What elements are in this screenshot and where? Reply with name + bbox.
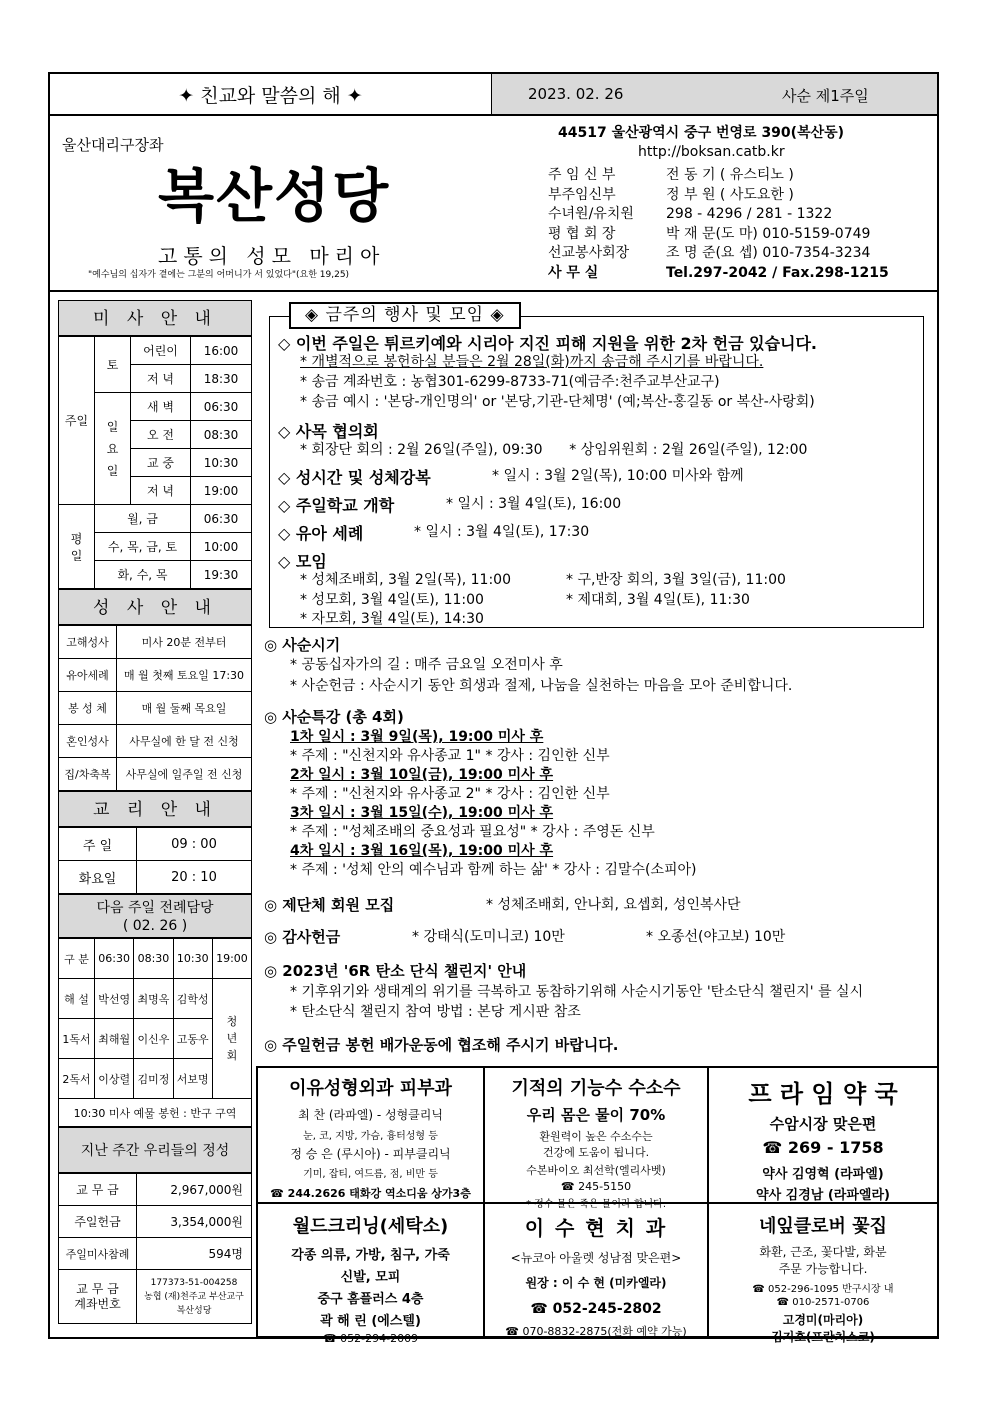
- contact-role: 수녀원/유치원: [548, 206, 634, 223]
- liturgical-week: 사순 제1주일: [782, 87, 869, 105]
- recruit-detail: * 성체조배회, 안나회, 요셉회, 성인복사단: [486, 897, 741, 913]
- ad-water: [485, 1068, 709, 1210]
- contact-value: 박 재 문(도 마) 010-5159-0749: [666, 225, 871, 242]
- lent-detail: * 공동십자가의 길 : 매주 금요일 오전미사 후: [290, 657, 563, 673]
- sacrament-name: 고해성사: [59, 626, 117, 659]
- thanks-detail: * 강태식(도미니코) 10만: [412, 929, 565, 945]
- mass-time: 10:00: [191, 533, 252, 561]
- ad-line: 건강에 도움이 됩니다.: [542, 1146, 650, 1159]
- event-detail: * 제대회, 3월 4일(토), 11:30: [566, 592, 750, 608]
- sacrament-value: 미사 20분 전부터: [117, 626, 252, 659]
- header: [50, 116, 937, 292]
- ad-title: 이유성형외과 피부과: [289, 1078, 452, 1099]
- mass-time: 06:30: [191, 505, 252, 533]
- mass-name: 어린이: [131, 337, 191, 365]
- account-label: 교 무 금 계좌번호: [59, 1270, 137, 1324]
- liturgy-header: 10:30: [173, 939, 212, 979]
- carbon-detail: * 기후위기와 생태계의 위기를 극복하고 동참하기위해 사순시기동안 '탄소단식 챌린지' 를 실시: [290, 984, 864, 1000]
- ad-line: 화환, 근조, 꽃다발, 화분: [759, 1245, 887, 1259]
- mass-name: 교 중: [131, 449, 191, 477]
- catechism-day: 화요일: [59, 861, 137, 894]
- account-number: 177373-51-004258 농협 (재)천주교 부산교구 복산성당: [137, 1270, 252, 1324]
- mass-name: 저 녁: [131, 365, 191, 393]
- sacrament-name: 혼인성사: [59, 725, 117, 758]
- contact-role: 평 협 회 장: [548, 225, 616, 242]
- sacrament-value: 매 월 첫째 토요일 17:30: [117, 659, 252, 692]
- liturgy-title-box: [58, 894, 252, 938]
- ad-line: 중구 홈플러스 4층: [317, 1292, 424, 1307]
- recruit-title: ◎ 제단체 회원 모집: [264, 896, 395, 914]
- contact-row: [548, 264, 889, 284]
- contact-value: 전 동 기 ( 유스티노 ): [666, 167, 794, 183]
- ad-clinic: [258, 1068, 485, 1204]
- ad-line: 고경미(마리아): [782, 1313, 864, 1327]
- event-headline: ◇ 성시간 및 성체강복: [278, 468, 431, 487]
- lecture-topic: * 주제 : "신천지와 유사종교 1" * 강사 : 김인한 신부: [290, 748, 610, 764]
- liturgy-cell: 고동우: [173, 1019, 212, 1059]
- event-headline: ◇ 사목 협의회: [278, 422, 379, 441]
- liturgy-cell: 김학성: [173, 979, 212, 1019]
- mass-time: 16:00: [191, 337, 252, 365]
- lecture-topic: * 주제 : '성체 안의 예수님과 함께 하는 삶' * 강사 : 김말수(소피아): [290, 862, 697, 878]
- contact-value: 정 부 원 ( 사도요한 ): [666, 186, 794, 203]
- contact-role: 주 임 신 부: [548, 167, 616, 183]
- sun-label: [95, 393, 131, 505]
- event-detail: * 일시 : 3월 4일(토), 16:00: [446, 496, 622, 512]
- event-detail: * 회장단 회의 : 2월 26일(주일), 09:30 * 상임위원회 : 2월 26일(주일), 12:00: [300, 442, 808, 458]
- ad-pharmacy: [709, 1068, 939, 1204]
- ad-line: 곽 해 린 (에스텔): [320, 1314, 421, 1329]
- offering-name: 주일헌금: [59, 1206, 137, 1238]
- ad-line: 김지호(프란치스코): [771, 1330, 875, 1344]
- event-detail: * 성모회, 3월 4일(토), 11:00: [300, 592, 484, 608]
- lecture-title: ◎ 사순특강 (총 4회): [264, 708, 404, 726]
- event-detail: * 송금 계좌번호 : 농협301-6299-8733-71(예금주:천주교부산교구): [300, 374, 720, 390]
- ad-title: 프 라 임 약 국: [748, 1080, 898, 1108]
- date-bar: [492, 74, 937, 114]
- contact-row: [548, 205, 889, 225]
- sacrament-title: 성 사 안 내: [58, 589, 252, 625]
- year-motto: ✦ 친교와 말씀의 해 ✦: [50, 74, 492, 114]
- sacrament-name: 봉 성 체: [59, 692, 117, 725]
- address: 44517 울산광역시 중구 번영로 390(복산동): [558, 125, 845, 141]
- sacrament-name: 집/차축복: [59, 758, 117, 791]
- mass-name: 새 벽: [131, 393, 191, 421]
- ad-cleaning: [258, 1204, 485, 1345]
- envelope-campaign: ◎ 주일헌금 봉헌 배가운동에 협조해 주시기 바랍니다.: [264, 1036, 619, 1054]
- liturgy-role: 2독서: [59, 1059, 95, 1099]
- contact-row: [548, 166, 889, 186]
- offering-title: 지난 주간 우리들의 정성: [58, 1127, 252, 1173]
- weekday-label-text: 평일: [70, 531, 83, 563]
- carbon-title: ◎ 2023년 '6R 탄소 단식 챌린지' 안내: [264, 962, 527, 980]
- offering-value: 2,967,000원: [137, 1174, 252, 1206]
- lecture-session: 4차 일시 : 3월 16일(목), 19:00 미사 후: [290, 843, 554, 859]
- thanks-detail: * 오종선(야고보) 10만: [646, 929, 786, 945]
- liturgy-header: 06:30: [95, 939, 134, 979]
- lecture-session: 2차 일시 : 3월 10일(금), 19:00 미사 후: [290, 767, 554, 783]
- sacrament-name: 유아세례: [59, 659, 117, 692]
- catechism-day: 주 일: [59, 828, 137, 861]
- ad-title: 월드크리닝(세탁소): [292, 1216, 449, 1237]
- catechism-table: [58, 827, 252, 894]
- ad-line: 환원력이 높은 수소수는: [539, 1130, 653, 1143]
- contact-row: [548, 244, 889, 264]
- ad-flower: [709, 1204, 939, 1344]
- events-title: ◈ 금주의 행사 및 모임 ◈: [289, 302, 521, 329]
- catechism-title: 교 리 안 내: [58, 791, 252, 827]
- ad-line: 약사 김영혁 (라파엘): [762, 1167, 884, 1182]
- liturgy-cell: 김미정: [134, 1059, 173, 1099]
- ad-line: 각종 의류, 가방, 침구, 가죽: [291, 1248, 450, 1263]
- patron-name: 고통의 성모 마리아: [158, 244, 386, 268]
- contact-value: 298 - 4296 / 281 - 1322: [666, 206, 833, 223]
- website-link[interactable]: http://boksan.catb.kr: [638, 144, 785, 160]
- mass-name: 화, 수, 목: [95, 561, 191, 589]
- patron-quote: "예수님의 십자가 곁에는 그분의 어머니가 서 있었다"(요한 19,25): [88, 270, 350, 280]
- sacrament-table: [58, 625, 252, 791]
- ad-phone: ☎ 052-296-1095 반구시장 내: [752, 1284, 894, 1295]
- offering-value: 3,354,000원: [137, 1206, 252, 1238]
- ad-line: * 정수 물은 죽은 물이라 합니다.: [526, 1199, 666, 1210]
- ad-phone: ☎ 052-245-2802: [530, 1301, 662, 1317]
- catechism-time: 20 : 10: [137, 861, 252, 894]
- ad-line: 수본바이오 최선학(엘리사벳): [526, 1164, 666, 1177]
- event-detail: * 일시 : 3월 2일(목), 10:00 미사와 함께: [492, 468, 744, 484]
- ad-line: 원장 : 이 수 현 (미카엘라): [525, 1276, 667, 1290]
- event-headline: ◇ 유아 세례: [278, 524, 364, 543]
- ad-phone: ☎ 010-2571-0706: [776, 1297, 870, 1308]
- mass-time: 19:00: [191, 477, 252, 505]
- sunday-label: 주일: [59, 337, 95, 505]
- ad-line: 기미, 잡티, 여드름, 점, 비만 등: [303, 1169, 438, 1180]
- liturgy-cell: 이상렬: [95, 1059, 134, 1099]
- event-detail: * 일시 : 3월 4일(토), 17:30: [414, 524, 590, 540]
- event-detail: * 성체조배회, 3월 2일(목), 11:00: [300, 572, 511, 588]
- liturgy-cell: 서보명: [173, 1059, 212, 1099]
- mass-time: 18:30: [191, 365, 252, 393]
- lecture-topic: * 주제 : "성체조배의 중요성과 필요성" * 강사 : 주영돈 신부: [290, 824, 655, 840]
- liturgy-note: 10:30 미사 예물 봉헌 : 반구 구역: [59, 1099, 252, 1127]
- liturgy-header: 구 분: [59, 939, 95, 979]
- ad-line: 수암시장 맞은편: [769, 1115, 877, 1133]
- liturgy-date: ( 02. 26 ): [122, 918, 188, 934]
- event-headline: ◇ 모임: [278, 552, 327, 571]
- mass-title: 미 사 안 내: [58, 300, 252, 336]
- mass-time: 06:30: [191, 393, 252, 421]
- ad-title: 기적의 기능수 수소수: [511, 1078, 681, 1099]
- event-detail: * 송금 예시 : '본당-개인명의' or '본당,기관-단체명' (예;복산-홍길동 or 복산-사랑회): [300, 394, 815, 410]
- liturgy-table: [58, 938, 252, 1127]
- ads-grid: [256, 1066, 937, 1345]
- liturgy-cell: 박선영: [95, 979, 134, 1019]
- ad-phone: ☎ 070-8832-2875(전화 예약 가능): [505, 1325, 687, 1338]
- mass-name: 오 전: [131, 421, 191, 449]
- event-detail: * 자모회, 3월 4일(토), 14:30: [300, 611, 484, 627]
- liturgy-role: 1독서: [59, 1019, 95, 1059]
- liturgy-role: 해 설: [59, 979, 95, 1019]
- sat-label: 토: [95, 337, 131, 393]
- lecture-topic: * 주제 : "신천지와 유사종교 2" * 강사 : 김인한 신부: [290, 786, 610, 802]
- ad-phone: ☎ 244.2626 태화강 역소디움 상가3층: [270, 1187, 471, 1200]
- offering-value: 594명: [137, 1238, 252, 1270]
- lecture-session: 3차 일시 : 3월 15일(수), 19:00 미사 후: [290, 805, 554, 821]
- contact-list: [548, 166, 889, 284]
- ad-phone: ☎ 269 - 1758: [762, 1138, 884, 1157]
- left-column: [58, 300, 252, 1324]
- liturgy-header: 19:00: [212, 939, 251, 979]
- mass-time: 08:30: [191, 421, 252, 449]
- mass-time: 19:30: [191, 561, 252, 589]
- ad-phone: ☎ 245-5150: [560, 1180, 632, 1193]
- bulletin-date: 2023. 02. 26: [528, 85, 624, 103]
- lecture-session: 1차 일시 : 3월 9일(목), 19:00 미사 후: [290, 729, 544, 745]
- liturgy-cell: 이신우: [134, 1019, 173, 1059]
- contact-role: 부주임신부: [548, 186, 616, 203]
- ad-line: 눈, 코, 지방, 가슴, 흉터성형 등: [303, 1131, 438, 1142]
- event-headline: ◇ 이번 주일은 튀르키예와 시리아 지진 피해 지원을 위한 2차 헌금 있습니다.: [278, 334, 818, 353]
- sun-label-text: 일요일: [106, 419, 119, 478]
- ad-line: 신발, 모피: [340, 1270, 401, 1285]
- mass-name: 수, 목, 금, 토: [95, 533, 191, 561]
- weekday-label: [59, 505, 95, 589]
- sacrament-value: 사무실에 한 달 전 신청: [117, 725, 252, 758]
- liturgy-cell: 최해월: [95, 1019, 134, 1059]
- ad-line: 주문 가능합니다.: [778, 1262, 868, 1276]
- ad-dental: [485, 1204, 709, 1338]
- ad-line: 우리 몸은 물이 70%: [526, 1106, 666, 1124]
- ad-line: 최 찬 (라파엘) - 성형클리닉: [298, 1108, 443, 1122]
- ad-line: 정 승 은 (루시아) - 피부클리닉: [290, 1147, 451, 1161]
- church-name: 복산성당: [158, 162, 391, 230]
- lent-title: ◎ 사순시기: [264, 636, 341, 654]
- event-detail: [300, 353, 763, 372]
- lent-detail: * 사순헌금 : 사순시기 동안 희생과 절제, 나눔을 실천하는 마음을 모아 준비합니다.: [290, 678, 793, 694]
- ad-line: 약사 김경남 (라파엘라): [756, 1188, 890, 1203]
- thanks-title: ◎ 감사헌금: [264, 928, 341, 946]
- events-box: [269, 316, 924, 628]
- sacrament-value: 매 월 둘째 목요일: [117, 692, 252, 725]
- carbon-detail: * 탄소단식 챌린지 참여 방법 : 본당 게시판 참조: [290, 1004, 581, 1020]
- offering-table: [58, 1173, 252, 1324]
- contact-role: 사 무 실: [548, 264, 599, 281]
- contact-value: 조 명 준(요 셉) 010-7354-3234: [666, 245, 871, 262]
- contact-role: 선교봉사회장: [548, 245, 630, 262]
- top-bar: [50, 74, 937, 116]
- event-detail: * 구,반장 회의, 3월 3일(금), 11:00: [566, 572, 786, 588]
- diocese-label: 울산대리구장좌: [62, 136, 164, 154]
- mass-name: 월, 금: [95, 505, 191, 533]
- liturgy-cell: 최명옥: [134, 979, 173, 1019]
- liturgy-title: 다음 주일 전례담당: [96, 900, 214, 916]
- contact-row: [548, 186, 889, 206]
- mass-time: 10:30: [191, 449, 252, 477]
- youth-group: 청 년 회: [212, 979, 251, 1099]
- liturgy-header: 08:30: [134, 939, 173, 979]
- offering-name: 주일미사참례: [59, 1238, 137, 1270]
- event-detail-text: * 개별적으로 봉헌하실 분들은 2월 28일(화)까지 송금해 주시기를 바랍니다.: [300, 354, 764, 370]
- catechism-time: 09 : 00: [137, 828, 252, 861]
- bulletin-frame: [48, 72, 939, 1345]
- sacrament-value: 사무실에 일주일 전 신청: [117, 758, 252, 791]
- mass-table: [58, 336, 252, 589]
- ad-title: 이 수 현 치 과: [524, 1216, 668, 1240]
- contact-row: [548, 225, 889, 245]
- ad-title: 네잎클로버 꽃집: [759, 1216, 887, 1237]
- event-headline: ◇ 주일학교 개학: [278, 496, 395, 515]
- contact-value: Tel.297-2042 / Fax.298-1215: [666, 264, 889, 281]
- offering-name: 교 무 금: [59, 1174, 137, 1206]
- mass-name: 저 녁: [131, 477, 191, 505]
- ad-line: <뉴코아 아울렛 성남점 맞은편>: [510, 1251, 682, 1265]
- ad-phone: ☎ 052-294-2009: [322, 1332, 419, 1345]
